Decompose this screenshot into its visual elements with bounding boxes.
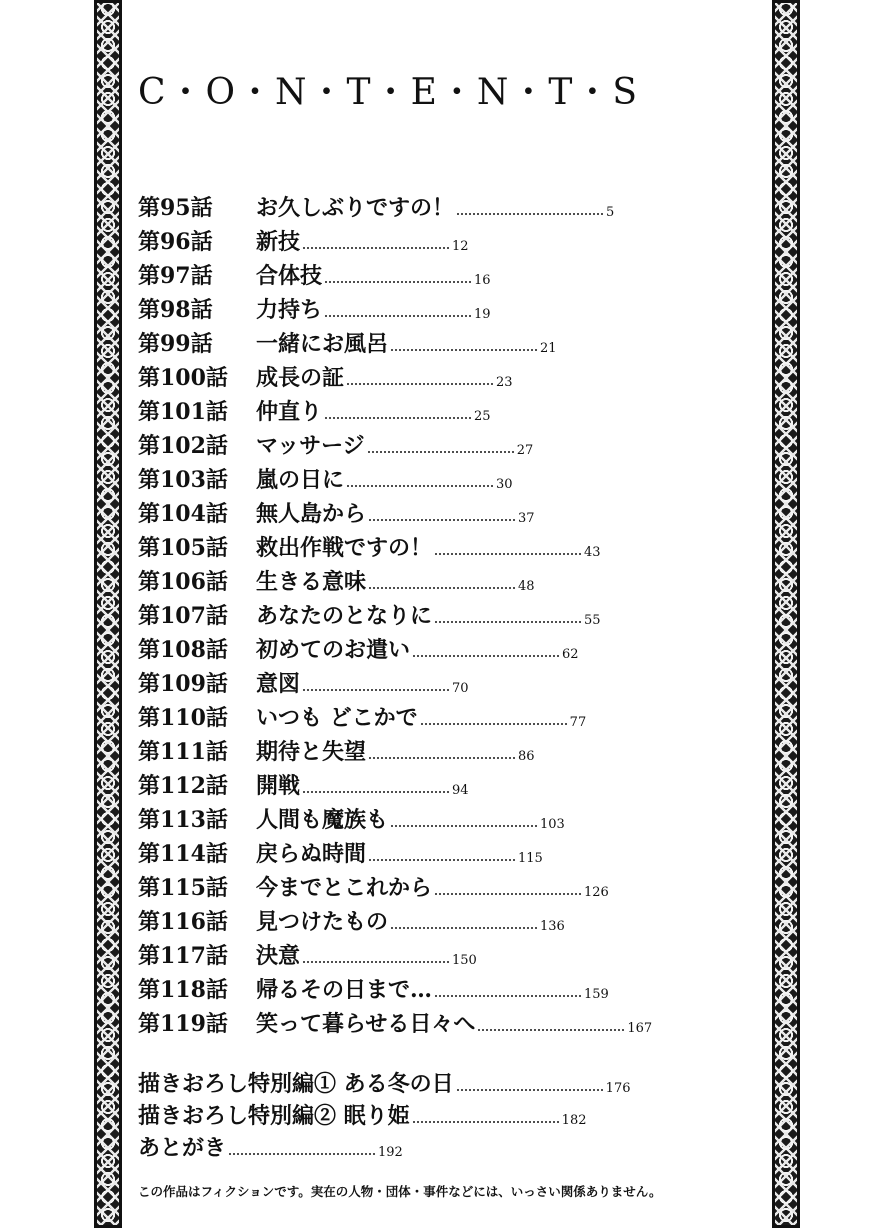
chapter-number: 第115話	[138, 875, 228, 901]
chapter-row	[138, 698, 738, 732]
chapter-title: 成長の証	[256, 365, 345, 391]
extra-row	[138, 1098, 738, 1130]
dot-leader	[324, 281, 472, 283]
dot-leader	[346, 485, 494, 487]
chapter-number: 第110話	[138, 705, 228, 731]
dot-leader	[412, 655, 560, 657]
chapter-row	[138, 324, 738, 358]
dot-leader	[346, 383, 494, 385]
chapter-title: 合体技	[256, 263, 323, 289]
fiction-disclaimer: この作品はフィクションです。実在の人物・団体・事件などには、いっさい関係ありません。	[138, 1184, 662, 1199]
chapter-row	[138, 494, 738, 528]
chapter-row	[138, 732, 738, 766]
chapter-title: 期待と失望	[256, 739, 367, 765]
dot-leader	[456, 1089, 604, 1091]
chapter-number: 第97話	[138, 263, 213, 289]
chapter-page: 48	[518, 579, 535, 594]
chapter-page: 55	[584, 613, 601, 628]
chapter-page: 43	[584, 545, 601, 560]
extras-list	[138, 1066, 738, 1162]
extra-page: 176	[605, 1081, 631, 1096]
chapter-row	[138, 528, 738, 562]
dot-leader	[390, 825, 538, 827]
chapter-number: 第99話	[138, 331, 213, 357]
chapter-page: 23	[496, 375, 513, 390]
chapter-page: 150	[452, 953, 477, 968]
dot-leader	[302, 689, 450, 691]
chapter-page: 37	[518, 511, 535, 526]
dot-leader	[302, 247, 450, 249]
dot-leader	[434, 893, 582, 895]
chapter-row	[138, 460, 738, 494]
chapter-page: 62	[562, 647, 579, 662]
chapter-row	[138, 188, 738, 222]
chapter-title: マッサージ	[256, 433, 365, 459]
chapter-page: 27	[516, 443, 534, 458]
chapter-page: 167	[627, 1021, 653, 1036]
chapter-row	[138, 562, 738, 596]
dot-leader	[324, 315, 472, 317]
chapter-row	[138, 358, 738, 392]
chapter-row	[138, 868, 738, 902]
chapter-row	[138, 766, 738, 800]
chapter-page: 94	[452, 783, 469, 798]
extra-page: 182	[561, 1113, 587, 1128]
chapter-page: 19	[474, 307, 491, 322]
chapter-row	[138, 970, 738, 1004]
extra-title: あとがき	[138, 1135, 227, 1161]
chapter-page: 70	[452, 681, 469, 696]
chapter-list	[138, 188, 738, 1038]
chapter-title: 無人島から	[256, 501, 367, 527]
chapter-page: 21	[540, 341, 557, 356]
chapter-number: 第108話	[138, 637, 228, 663]
chapter-title: 一緒にお風呂	[256, 331, 389, 357]
chapter-row	[138, 596, 738, 630]
chapter-number: 第105話	[138, 535, 228, 561]
chapter-number: 第98話	[138, 297, 213, 323]
dot-leader	[390, 927, 538, 929]
chapter-row	[138, 426, 738, 460]
chapter-title: 生きる意味	[256, 569, 367, 595]
chapter-row	[138, 630, 738, 664]
chapter-number: 第112話	[138, 773, 228, 799]
dot-leader	[302, 791, 450, 793]
chapter-title: 笑って暮らせる日々へ	[256, 1011, 476, 1037]
chapter-title: 初めてのお遣い	[256, 637, 411, 663]
chapter-title: いつも どこかで	[256, 705, 418, 731]
chapter-row	[138, 800, 738, 834]
extra-title: 描きおろし特別編① ある冬の日	[138, 1071, 454, 1097]
chapter-row	[138, 222, 738, 256]
dot-leader	[456, 213, 604, 215]
chapter-number: 第106話	[138, 569, 228, 595]
dot-leader	[302, 961, 450, 963]
dot-leader	[420, 723, 568, 725]
chapter-number: 第104話	[138, 501, 228, 527]
dot-leader	[228, 1153, 376, 1155]
chapter-title: 仲直り	[256, 399, 323, 425]
chapter-number: 第119話	[138, 1011, 228, 1037]
chapter-title: 戻らぬ時間	[256, 841, 367, 867]
chapter-page: 159	[584, 987, 609, 1002]
chapter-number: 第116話	[138, 909, 228, 935]
decorative-border-left	[94, 0, 122, 1228]
chapter-page: 30	[496, 477, 513, 492]
dot-leader	[390, 349, 538, 351]
chapter-number: 第114話	[138, 841, 228, 867]
chapter-title: 開戦	[256, 773, 301, 799]
chapter-title: 今までとこれから	[256, 875, 433, 901]
extra-row	[138, 1066, 738, 1098]
chapter-title: 嵐の日に	[256, 467, 345, 493]
dot-leader	[477, 1029, 625, 1031]
chapter-title: 決意	[256, 943, 301, 969]
chapter-number: 第102話	[138, 433, 228, 459]
dot-leader	[368, 519, 516, 521]
chapter-number: 第109話	[138, 671, 228, 697]
chapter-number: 第103話	[138, 467, 228, 493]
chapter-page: 86	[518, 749, 535, 764]
chapter-page: 103	[540, 817, 565, 832]
chapter-title: あなたのとなりに	[256, 603, 433, 629]
chapter-page: 5	[606, 205, 615, 220]
chapter-number: 第111話	[138, 739, 228, 765]
chapter-page: 25	[474, 409, 491, 424]
chapter-row	[138, 936, 738, 970]
chapter-row	[138, 392, 738, 426]
chapter-page: 77	[569, 715, 587, 730]
chapter-title: お久しぶりですの！	[256, 195, 455, 221]
dot-leader	[368, 757, 516, 759]
dot-leader	[434, 553, 582, 555]
chapter-page: 136	[540, 919, 565, 934]
chapter-title: 意図	[256, 671, 301, 697]
decorative-border-right	[772, 0, 800, 1228]
dot-leader	[434, 621, 582, 623]
chapter-row	[138, 290, 738, 324]
chapter-row	[138, 664, 738, 698]
dot-leader	[368, 859, 516, 861]
dot-leader	[434, 995, 582, 997]
chapter-page: 115	[518, 851, 543, 866]
dot-leader	[324, 417, 472, 419]
chapter-row	[138, 256, 738, 290]
chapter-page: 126	[584, 885, 609, 900]
dot-leader	[367, 451, 515, 453]
chapter-number: 第107話	[138, 603, 228, 629]
extra-title: 描きおろし特別編② 眠り姫	[138, 1103, 410, 1129]
dot-leader	[412, 1121, 560, 1123]
chapter-number: 第113話	[138, 807, 228, 833]
page-title: C・O・N・T・E・N・T・S	[138, 72, 640, 113]
chapter-page: 16	[474, 273, 491, 288]
chapter-number: 第101話	[138, 399, 228, 425]
extra-row	[138, 1130, 738, 1162]
chapter-title: 新技	[256, 229, 301, 255]
chapter-row	[138, 902, 738, 936]
chapter-number: 第100話	[138, 365, 228, 391]
chapter-number: 第117話	[138, 943, 228, 969]
dot-leader	[368, 587, 516, 589]
chapter-title: 救出作戦ですの！	[256, 535, 433, 561]
extra-page: 192	[378, 1145, 403, 1160]
chapter-number: 第95話	[138, 195, 213, 221]
chapter-row	[138, 834, 738, 868]
chapter-row	[138, 1004, 738, 1038]
chapter-title: 帰るその日まで…	[256, 977, 433, 1003]
chapter-number: 第96話	[138, 229, 213, 255]
chapter-number: 第118話	[138, 977, 228, 1003]
chapter-page: 12	[452, 239, 469, 254]
chapter-title: 見つけたもの	[256, 909, 389, 935]
chapter-title: 人間も魔族も	[256, 807, 389, 833]
chapter-title: 力持ち	[256, 297, 323, 323]
